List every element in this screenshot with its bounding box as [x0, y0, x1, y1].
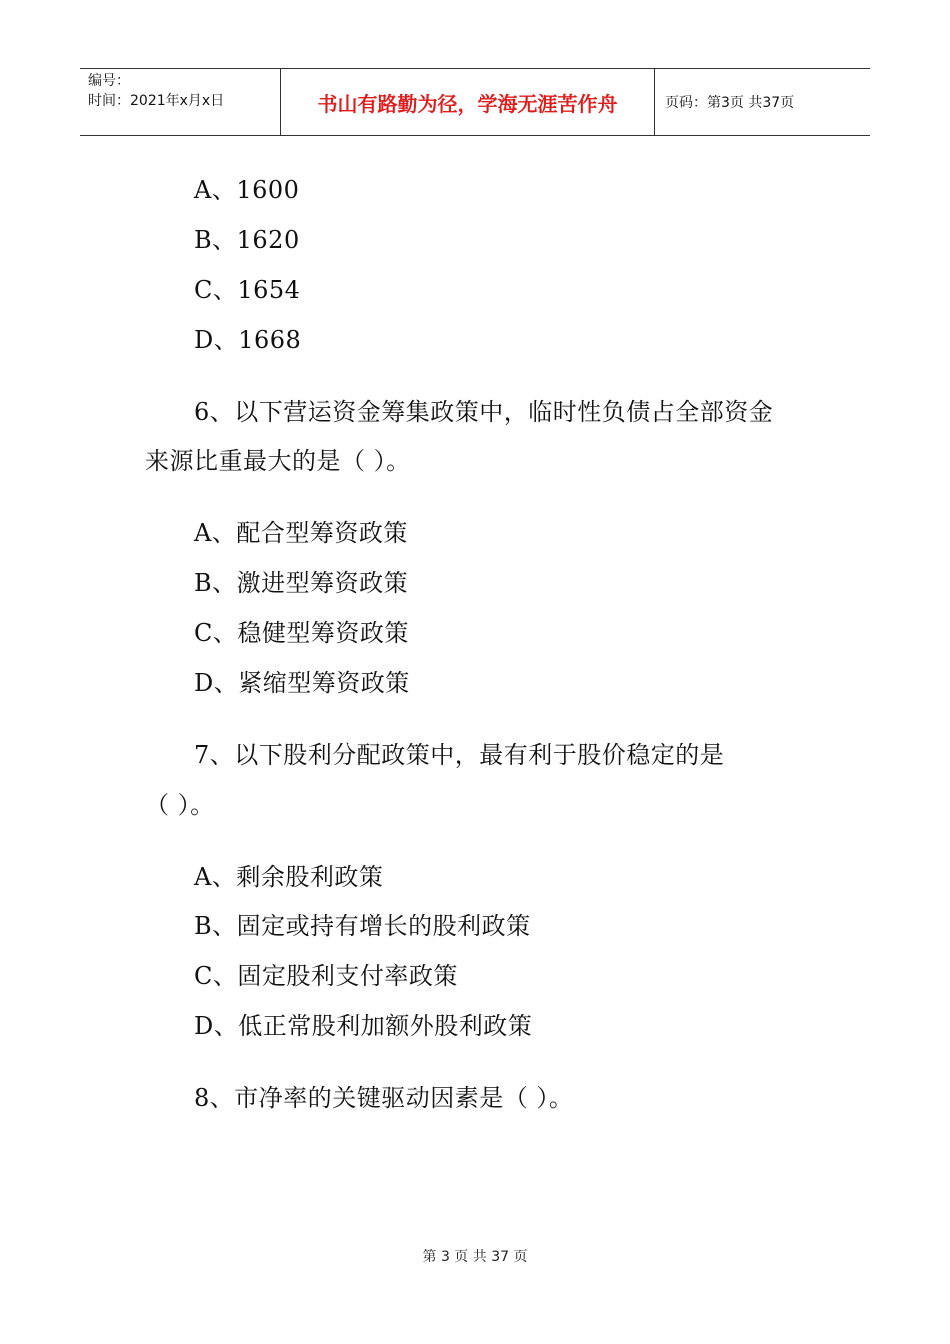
header-meta: [80, 69, 281, 135]
page-footer: 第 3 页 共 37 页: [422, 1249, 528, 1265]
time-label: 时间：2021年x月x日: [88, 93, 225, 109]
q6-option-d: D、紧缩型筹资政策: [194, 669, 410, 697]
q7-option-d: D、低正常股利加额外股利政策: [194, 1012, 533, 1040]
header-page-info: 页码：第3页 共37页: [665, 95, 795, 111]
q7-text-line1: 7、以下股利分配政策中，最有利于股价稳定的是: [194, 741, 725, 769]
page-header: [80, 68, 870, 136]
q7-option-b: B、固定或持有增长的股利政策: [194, 912, 531, 940]
q6-option-a: A、配合型筹资政策: [194, 519, 408, 547]
q5-option-b: B、1620: [194, 226, 300, 254]
q7-option-c: C、固定股利支付率政策: [194, 962, 458, 990]
q5-option-d: D、1668: [194, 326, 302, 354]
q6-text-line2: 来源比重最大的是（ ）。: [145, 447, 411, 475]
q6-option-c: C、稳健型筹资政策: [194, 619, 409, 647]
q8-text-line1: 8、市净率的关键驱动因素是（ ）。: [194, 1084, 574, 1112]
header-motto: 书山有路勤为径，学海无涯苦作舟: [281, 69, 655, 135]
number-label: 编号：: [88, 73, 130, 89]
q7-option-a: A、剩余股利政策: [194, 863, 384, 891]
q5-option-a: A、1600: [194, 176, 300, 204]
q6-option-b: B、激进型筹资政策: [194, 569, 409, 597]
q5-option-c: C、1654: [194, 276, 301, 304]
q6-text-line1: 6、以下营运资金筹集政策中，临时性负债占全部资金: [194, 398, 774, 426]
q7-text-line2: （ ）。: [145, 791, 215, 819]
